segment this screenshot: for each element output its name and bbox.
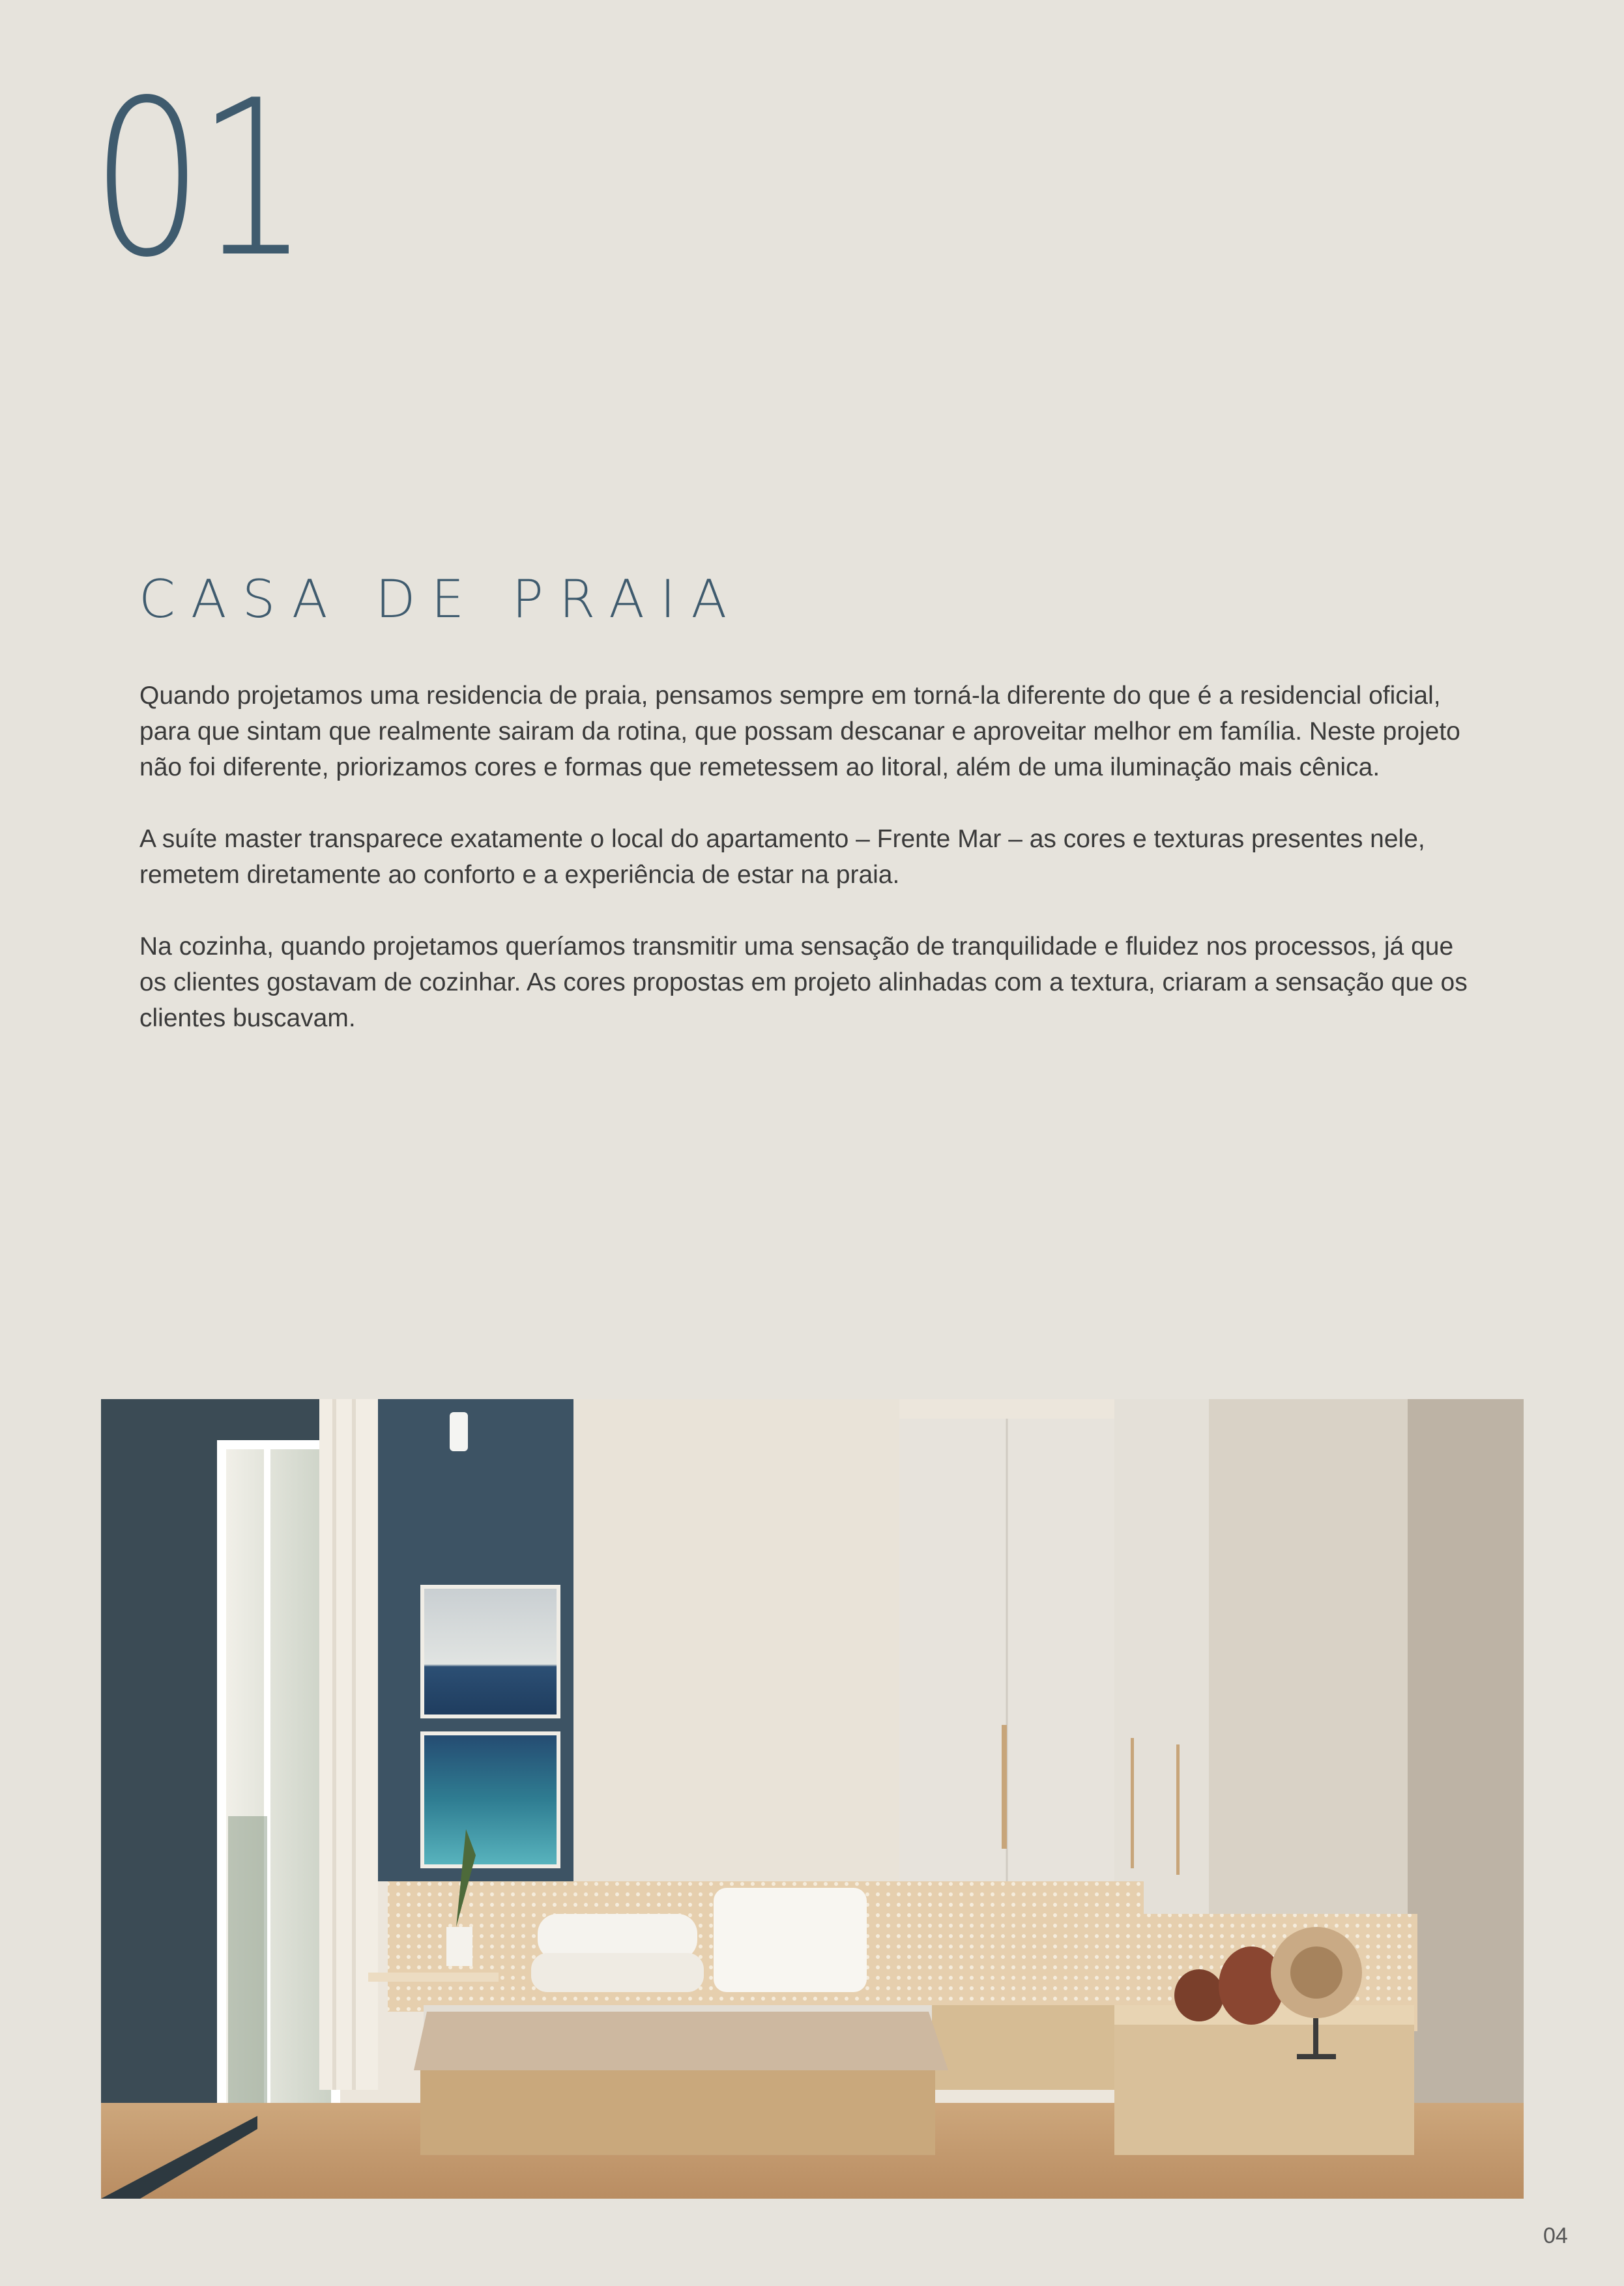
page-number: 04 <box>1543 2223 1568 2248</box>
chapter-number: 01 <box>91 54 303 304</box>
bedroom-photo <box>101 1399 1524 2199</box>
section-title: CASA DE PRAIA <box>139 569 743 629</box>
paragraph-2: A suíte master transparece exatamente o local do apartamento – Frente Mar – as cores e texturas presentes nele, remetem diretamente ao conforto e a experiência de estar na praia. <box>139 825 1425 889</box>
paragraph-1: Quando projetamos uma residencia de praia, pensamos sempre em torná-la diferente do que é a residencial oficial, para que sintam que realmente sairam da rotina, que possam descanar e aproveitar melhor em família. Neste projeto não foi diferente, priorizamos cores e formas que remetessem ao litoral, além de uma iluminação mais cênica. <box>139 682 1460 781</box>
paragraph-3: Na cozinha, quando projetamos queríamos transmitir uma sensação de tranquilidade e fluidez nos processos, já que os clientes gostavam de cozinhar. As cores propostas em projeto alinhadas com a textura, criaram a sensação que os clientes buscavam. <box>139 933 1468 1032</box>
body-text <box>139 678 1482 1072</box>
